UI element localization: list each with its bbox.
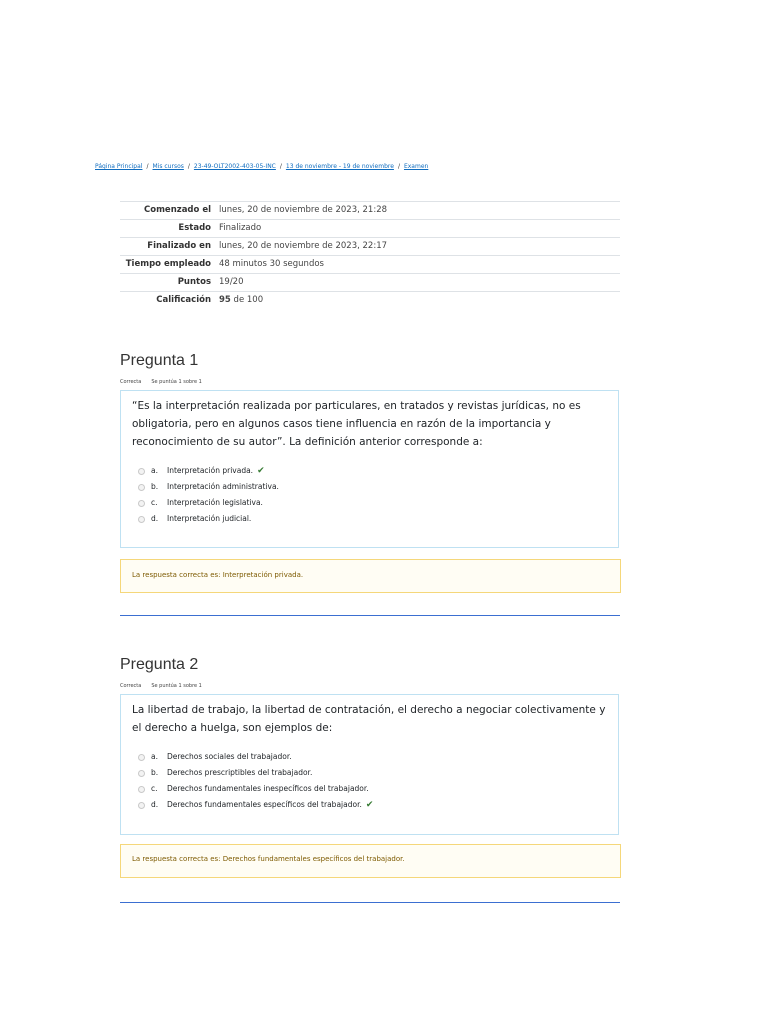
radio-icon[interactable] <box>138 468 145 475</box>
radio-icon[interactable] <box>138 754 145 761</box>
answer-text: Derechos fundamentales específicos del trabajador. <box>167 800 362 809</box>
answer-list <box>121 463 618 527</box>
check-icon: ✔ <box>257 466 265 476</box>
breadcrumb-separator: / <box>187 163 190 170</box>
summary-label: Estado <box>120 220 215 238</box>
summary-row-state <box>120 220 620 238</box>
breadcrumb-week-link[interactable]: 13 de noviembre - 19 de noviembre <box>285 163 394 170</box>
question-number: 1 <box>189 352 199 369</box>
breadcrumb-course-link[interactable]: 23-49-OLT2002-403-05-INC <box>193 163 276 170</box>
breadcrumb-separator: / <box>397 163 400 170</box>
summary-label: Comenzado el <box>120 202 215 220</box>
question-title-label: Pregunta <box>120 352 185 369</box>
summary-row-started <box>120 202 620 220</box>
summary-value <box>215 292 620 310</box>
question-2-feedback <box>120 844 621 878</box>
radio-icon[interactable] <box>138 770 145 777</box>
summary-row-finished <box>120 238 620 256</box>
question-1-feedback <box>120 559 621 593</box>
question-divider <box>120 615 620 616</box>
answer-text: Interpretación legislativa. <box>167 498 263 507</box>
answer-option-b[interactable] <box>138 479 618 495</box>
summary-value: Finalizado <box>215 220 620 238</box>
answer-list <box>121 749 618 813</box>
question-score: Se puntúa 1 sobre 1 <box>151 379 202 385</box>
radio-icon[interactable] <box>138 802 145 809</box>
answer-option-d[interactable] <box>138 511 618 527</box>
answer-text: Derechos prescriptibles del trabajador. <box>167 768 313 777</box>
answer-option-d[interactable] <box>138 797 618 813</box>
radio-icon[interactable] <box>138 786 145 793</box>
answer-option-a[interactable] <box>138 463 618 479</box>
summary-value: lunes, 20 de noviembre de 2023, 21:28 <box>215 202 620 220</box>
question-status: Correcta <box>120 683 142 689</box>
check-icon: ✔ <box>365 800 374 810</box>
question-text: “Es la interpretación realizada por particulares, en tratados y revistas jurídicas, no es obligatoria, pero en algunos casos tiene influencia en razón de la importancia y reconocimiento de su autor”. La definición anterior corresponde a: <box>132 400 581 448</box>
answer-text: Interpretación privada. <box>167 466 254 475</box>
radio-icon[interactable] <box>138 484 145 491</box>
question-number: 2 <box>189 656 199 673</box>
answer-option-b[interactable] <box>138 765 618 781</box>
answer-letter: c. <box>151 498 158 507</box>
summary-row-points <box>120 274 620 292</box>
question-status: Correcta <box>120 379 142 385</box>
summary-label: Calificación <box>120 292 215 310</box>
summary-row-grade <box>120 292 620 310</box>
question-1-title <box>120 352 198 370</box>
summary-value: 19/20 <box>215 274 620 292</box>
answer-text: Derechos sociales del trabajador. <box>167 752 292 761</box>
breadcrumb-home-link[interactable]: Página Principal <box>95 163 143 170</box>
correct-answer-text: La respuesta correcta es: Derechos fundamentales específicos del trabajador. <box>132 855 405 863</box>
radio-icon[interactable] <box>138 500 145 507</box>
breadcrumb-exam-link[interactable]: Examen <box>403 163 429 170</box>
correct-answer-text: La respuesta correcta es: Interpretación privada. <box>132 571 304 579</box>
summary-row-time <box>120 256 620 274</box>
answer-letter: d. <box>151 800 159 809</box>
answer-letter: a. <box>151 466 158 475</box>
question-1-box <box>120 390 619 548</box>
radio-icon[interactable] <box>138 516 145 523</box>
attempt-summary-table <box>120 201 620 309</box>
answer-text: Interpretación judicial. <box>167 514 252 523</box>
breadcrumb-courses-link[interactable]: Mis cursos <box>152 163 184 170</box>
question-text: La libertad de trabajo, la libertad de contratación, el derecho a negociar colectivamente y el derecho a huelga, son ejemplos de: <box>132 704 606 734</box>
question-2-title <box>120 656 198 674</box>
question-score: Se puntúa 1 sobre 1 <box>151 683 202 689</box>
summary-value: lunes, 20 de noviembre de 2023, 22:17 <box>215 238 620 256</box>
grade-value: 95 <box>219 295 231 305</box>
breadcrumb-separator: / <box>279 163 282 170</box>
breadcrumb <box>95 163 428 170</box>
summary-label: Tiempo empleado <box>120 256 215 274</box>
answer-option-a[interactable] <box>138 749 618 765</box>
grade-total: de 100 <box>230 295 264 305</box>
question-2-box <box>120 694 619 835</box>
summary-value: 48 minutos 30 segundos <box>215 256 620 274</box>
answer-letter: a. <box>151 752 158 761</box>
summary-label: Finalizado en <box>120 238 215 256</box>
answer-letter: c. <box>151 784 158 793</box>
answer-option-c[interactable] <box>138 495 618 511</box>
summary-label: Puntos <box>120 274 215 292</box>
answer-text: Derechos fundamentales inespecíficos del trabajador. <box>167 784 369 793</box>
answer-letter: b. <box>151 482 159 491</box>
question-divider <box>120 902 620 903</box>
answer-text: Interpretación administrativa. <box>167 482 279 491</box>
question-2-info <box>120 683 212 689</box>
answer-letter: d. <box>151 514 159 523</box>
breadcrumb-separator: / <box>146 163 149 170</box>
answer-letter: b. <box>151 768 159 777</box>
answer-option-c[interactable] <box>138 781 618 797</box>
question-1-info <box>120 379 212 385</box>
question-title-label: Pregunta <box>120 656 185 673</box>
